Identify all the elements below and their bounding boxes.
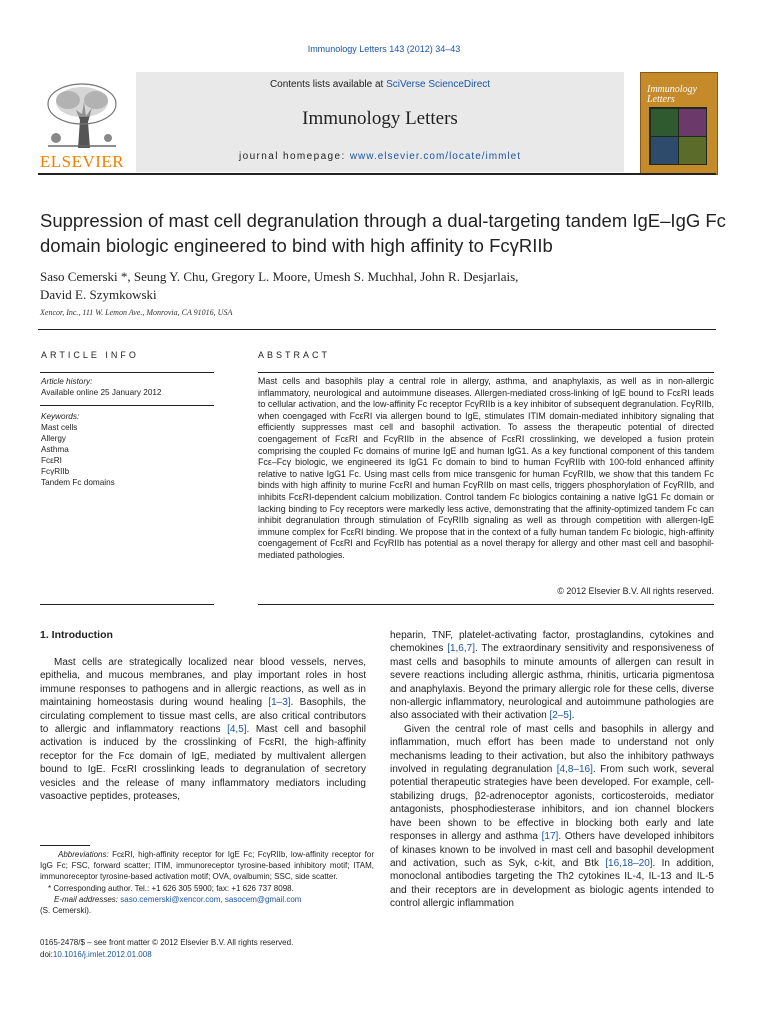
- citation-link[interactable]: [2–5]: [549, 710, 572, 722]
- abstract-text: Mast cells and basophils play a central role in allergy, asthma, and anaphylaxis, as well as in non-allergic inflammatory, neurological and autoimmune diseases. Allergen-mediated cross-linking of IgE bound to FcεRI leads to cellular activation, and the low-affinity Fc receptor FcγRIIb is a key inhibitor of subsequent degranulation. FcγRIIb, when coengaged with FcεRI via allergen bound to IgE, stimulates ITIM domain-mediated inhibitory signaling that efficiently suppresses mast cell and basophil activation. To assess the therapeutic potential of directed coengagement of FcεRI and FcγRIIb in the absence of FcεRI crosslinking, we developed a fusion protein comprising the coupled Fc domains of murine IgE and human IgG1. As a key functional component of this tandem Fcε–Fcγ biologic, we engineered its IgG1 Fc domain to bind to human FcγRIIb with 100-fold enhanced affinity relative to native IgG1 Fc. Using mast cells from mice transgenic for human FcγRIIb, we show that this tandem Fc binds with high affinity to murine FcεRI and human FcγRIIb on mast cells, triggers phosphorylation of FcγRIIb, and inhibits FcεRI-dependent calcium mobilization. Control tandem Fc biologics containing a native IgG1 Fc domain or lacking binding to Fcγ receptors were markedly less active, demonstrating that the affinity-optimized tandem Fc can inhibit degranulation through stimulation of FcγRIIb signaling as well as through competition with allergen-IgE immune complex for FcεRI binding. We propose that in the context of a fully human tandem Fc biologic, high-affinity coengagement of FcεRI and FcγRIIb has potential as a novel therapy for allergy and other mast cell and basophil-mediated pathologies.: [258, 376, 714, 560]
- journal-banner: [136, 72, 624, 172]
- article-history: [41, 376, 161, 398]
- issn-block: [40, 937, 370, 961]
- abbreviations-note: [40, 849, 374, 883]
- citation-link[interactable]: [4,5]: [227, 724, 247, 736]
- citation-link[interactable]: [1,6,7]: [447, 643, 475, 655]
- article-info-rule: [40, 372, 214, 373]
- history-value: Available online 25 January 2012: [41, 388, 162, 397]
- footnotes: [40, 849, 374, 916]
- article-info-bottom-rule: [40, 604, 214, 605]
- homepage-prefix: journal homepage:: [239, 151, 350, 162]
- abbreviations-text: FcεRI, high-affinity receptor for IgE Fc; FcγRIIb, low-affinity receptor for IgG Fc; FSC, forward scatter; ITIM, immunoreceptor tyrosine-based inhibitory motif; ITAM, immunoreceptor tyrosine-based activation motif; OVA, ovalbumin; SSC, side scatter.: [40, 850, 374, 882]
- cover-micrograph: [649, 107, 707, 165]
- email-note: [40, 894, 374, 905]
- elsevier-logo: [38, 80, 126, 172]
- sciencedirect-link[interactable]: SciVerse ScienceDirect: [386, 79, 491, 90]
- title-rule: [38, 329, 716, 330]
- doi-line: [40, 949, 370, 961]
- abstract-heading: ABSTRACT: [258, 350, 331, 360]
- citation-link[interactable]: [1–3]: [268, 697, 291, 709]
- cover-title: Immunology Letters: [647, 84, 697, 105]
- journal-cover-image: [640, 72, 718, 175]
- intro-text: heparin, TNF, platelet-activating factor, prostaglandins, cytokines and chemokines: [390, 630, 714, 655]
- journal-reference[interactable]: Immunology Letters 143 (2012) 34–43: [307, 44, 461, 54]
- affiliation: Xencor, Inc., 111 W. Lemon Ave., Monrovia, CA 91016, USA: [40, 308, 233, 317]
- issn-line: 0165-2478/$ – see front matter © 2012 Elsevier B.V. All rights reserved.: [40, 938, 294, 947]
- intro-left-column: [40, 656, 366, 803]
- homepage-link[interactable]: www.elsevier.com/locate/immlet: [349, 151, 521, 162]
- intro-paragraph: [390, 723, 714, 911]
- abbreviations-label: Abbreviations:: [58, 850, 109, 859]
- intro-text: . From such work, several potential therapeutic strategies have been developed. For example, cell-stabilizing drugs, β2-adrenoceptor agonists, corticosteroids, mediator antagonists, phosphodiesterase inhibitors, and ion channel blockers have been shown to be effective in blocking both early and late responses in allergy and asthma: [390, 764, 714, 843]
- intro-text: . Mast cell and basophil activation is induced by the crosslinking of FcεRI, the high-affinity receptor for the Fcε domain of IgE, mediated by multivalent allergen bound to IgE. FcεRI crosslinking leads to degranulation of secretory vesicles and the release of many inflammatory mediators including vasoactive peptides, proteases,: [40, 724, 366, 803]
- tree-emblem-icon: [38, 80, 126, 152]
- keywords-label: Keywords:: [41, 412, 80, 421]
- keyword: Asthma: [41, 445, 69, 454]
- abstract-copyright: © 2012 Elsevier B.V. All rights reserved.: [557, 586, 714, 596]
- doi-link[interactable]: 10.1016/j.imlet.2012.01.008: [52, 950, 152, 959]
- article-title: Suppression of mast cell degranulation through a dual-targeting tandem IgE–IgG Fc domain biologic engineered to bind with high affinity to FcγRIIb: [40, 210, 726, 256]
- intro-paragraph: [40, 656, 366, 803]
- contents-prefix: Contents lists available at: [269, 79, 387, 90]
- intro-text: . In addition, monoclonal antibodies targeting the Th2 cytokines IL-4, IL-13 and IL-5 and their receptors are in development as biologic agents intended to control allergic inflammation: [390, 857, 715, 910]
- header-rule: [38, 173, 716, 175]
- journal-title: Immunology Letters: [302, 108, 458, 129]
- history-label: Article history:: [41, 377, 93, 386]
- intro-text: .: [571, 710, 575, 722]
- article-info-heading: ARTICLE INFO: [41, 350, 139, 360]
- authors-line-2: David E. Szymkowski: [40, 287, 157, 302]
- intro-text: . Basophils, the circulating complement to tissue mast cells, are also critical contributors to allergic and inflammatory reactions: [40, 697, 366, 736]
- email-links[interactable]: saso.cemerski@xencor.com, sasocem@gmail.com: [120, 894, 302, 904]
- contents-line: [136, 79, 624, 90]
- intro-paragraph: [390, 629, 714, 723]
- doi-label: doi:: [40, 950, 53, 959]
- section-heading-introduction: 1. Introduction: [40, 629, 113, 641]
- intro-text: . The extraordinary sensitivity and responsiveness of mast cells and basophils to minute amounts of allergen can result in severe reactions including allergic asthma, rhinitis, urticaria pigmentosa and anaphylaxis. Beyond the primary allergic role for these cells, diverse non-allergic inflammatory, neurological and autoimmune pathologies are also associated with their activation: [390, 643, 714, 722]
- abstract-bottom-rule: [258, 604, 714, 605]
- author-list: [40, 268, 720, 304]
- abstract-rule: [258, 372, 714, 373]
- history-rule: [40, 405, 214, 406]
- keyword: Mast cells: [41, 423, 78, 432]
- keywords-block: [41, 411, 115, 488]
- elsevier-wordmark: ELSEVIER: [39, 152, 125, 171]
- intro-text: . Others have developed inhibitors of kinases known to be involved in mast cell and basophil development and activation, such as Syk, c-kit, and Btk: [390, 831, 714, 869]
- footnote-rule: [40, 845, 90, 846]
- authors-line-1: Saso Cemerski *, Seung Y. Chu, Gregory L. Moore, Umesh S. Muchhal, John R. Desjarlais,: [40, 269, 519, 284]
- keyword: Tandem Fc domains: [41, 478, 115, 487]
- citation-link[interactable]: [17]: [541, 831, 559, 843]
- citation-link[interactable]: [16,18–20]: [605, 857, 653, 869]
- intro-text: Given the central role of mast cells and basophils in allergy and inflammation, much effort has been made to understand not only mechanisms leading to their activation, but also the inhibitory pathways involved in regulating degranulation: [390, 723, 714, 776]
- keyword: FcεRI: [41, 456, 62, 465]
- email-label: E-mail addresses:: [54, 894, 119, 904]
- keyword: Allergy: [41, 434, 67, 443]
- intro-right-column: [390, 629, 714, 911]
- citation-link[interactable]: [4,8–16]: [556, 764, 593, 776]
- intro-text: Mast cells are strategically localized near blood vessels, nerves, epithelia, and mucous membranes, and play important roles in host immune responses to pathogens and in allergic reactions, as well as in maintaining homeostasis during wound healing: [40, 657, 366, 709]
- keyword: FcγRIIb: [41, 467, 70, 476]
- corresponding-author-note: * Corresponding author. Tel.: +1 626 305 5900; fax: +1 626 737 8098.: [48, 883, 294, 893]
- homepage-line: [136, 151, 624, 162]
- email-owner: (S. Cemerski).: [40, 906, 92, 916]
